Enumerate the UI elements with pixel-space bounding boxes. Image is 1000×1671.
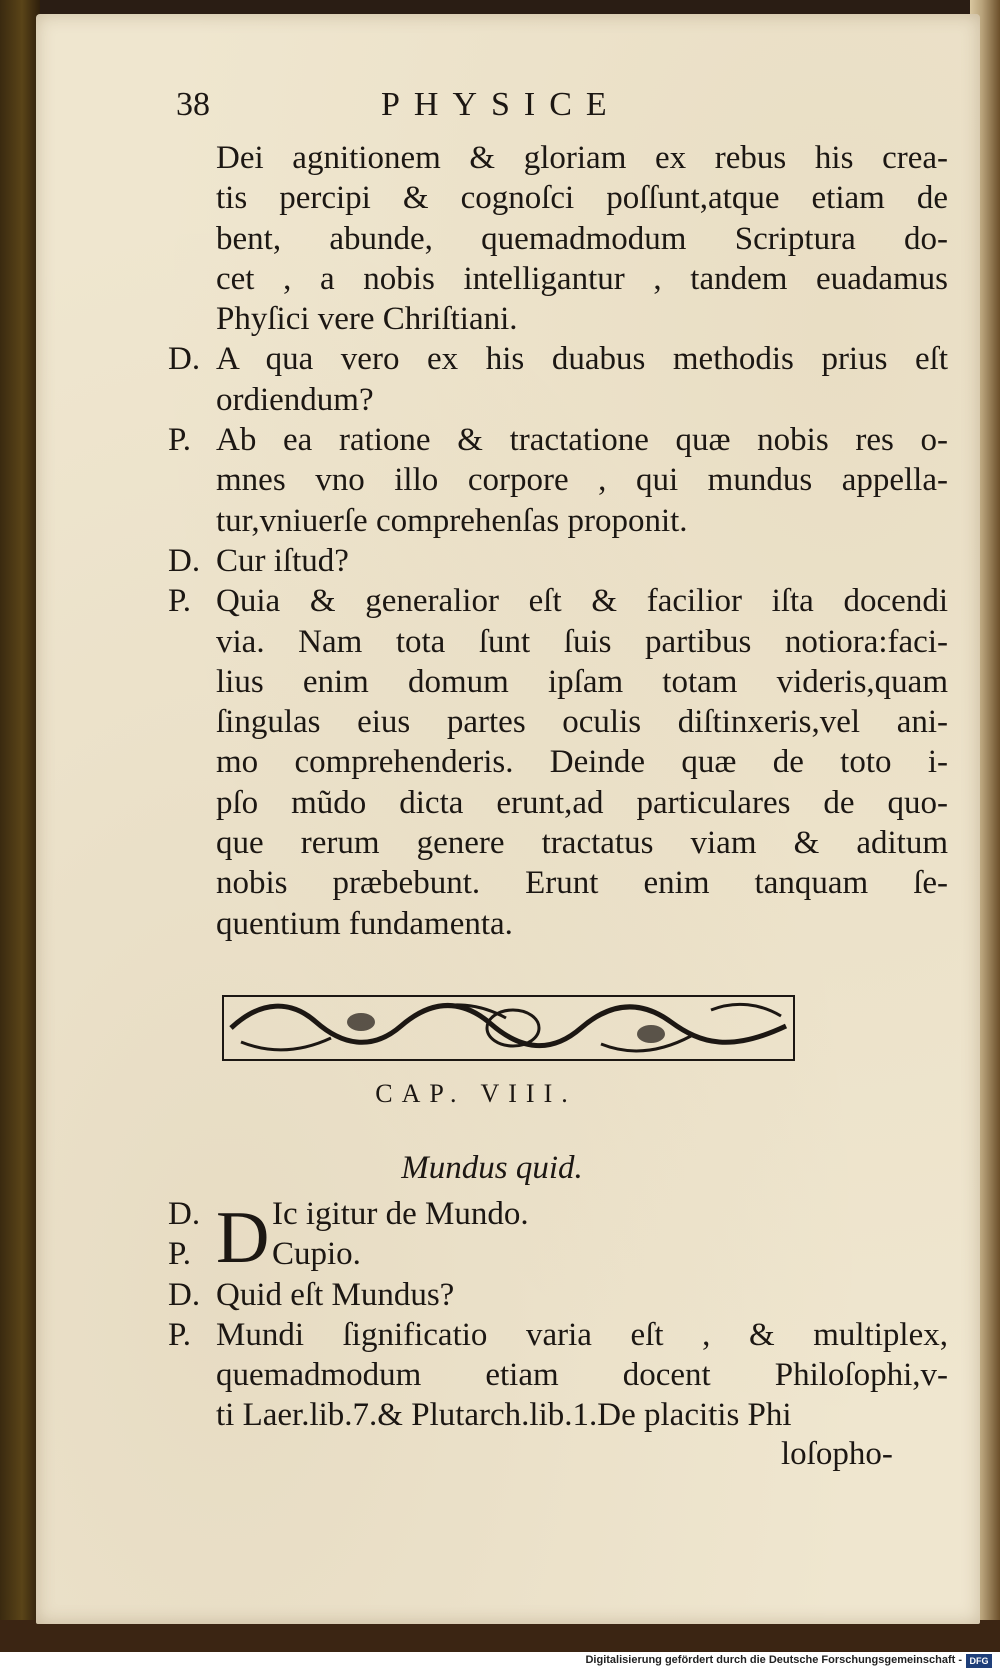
ornamental-headpiece [221,992,796,1064]
catchword: loſopho- [781,1436,893,1472]
text-passage-1 [168,138,948,944]
speaker-label: P. [168,1316,191,1353]
text-line: lius enim domum ipſam totam videris,quam [216,663,948,700]
drop-cap-letter: D [216,1197,270,1279]
dialog-paragraph [168,1275,948,1315]
dialog-paragraph [168,420,948,541]
book-cover-bottom [0,1620,1000,1652]
text-line: ſingulas eius partes oculis diſtinxeris,vel ani- [216,704,948,741]
speaker-label: P. [168,583,191,620]
text-line: pſo mũdo dicta erunt,ad particulares de quo- [216,784,948,821]
text-line: Quid eſt Mundus? [216,1276,455,1313]
text-passage-2 [168,1194,948,1436]
dialog-paragraph [168,581,948,944]
book-page [36,14,980,1624]
dfg-logo: DFG [966,1654,992,1668]
dialog-line [168,1234,948,1274]
text-line: Dei agnitionem & gloriam ex rebus his crea- [216,140,948,176]
dropcap-dialog [168,1194,948,1279]
section-title: Mundus quid. [401,1150,583,1186]
text-line: quentium fundamenta. [216,905,513,942]
dialog-paragraph [168,541,948,581]
dialog-paragraph [168,138,948,339]
text-line: ordiendum? [216,381,374,418]
text-line: mnes vno illo corpore , qui mundus appella- [216,462,948,499]
text-line: cet , a nobis intelligantur , tandem euadamus [216,260,948,297]
text-line: Cur iſtud? [216,542,349,579]
text-line: tis percipi & cognoſci poſſunt,atque etiam de [216,180,948,217]
page-header [36,86,980,136]
chapter-heading: CAP. VIII. [375,1079,577,1108]
dialog-text: Ic igitur de Mundo. [272,1196,529,1232]
text-line: que rerum genere tractatus viam & aditum [216,825,948,862]
text-line: ti Laer.lib.7.& Plutarch.lib.1.De placitis Phi [216,1397,792,1434]
text-line: bent, abunde, quemadmodum Scriptura do- [216,220,948,257]
speaker-label: D. [168,341,201,378]
speaker-label: D. [168,542,201,579]
funding-notice: Digitalisierung gefördert durch die Deutsche Forschungsgemeinschaft - [585,1654,962,1666]
book-cover-left [0,0,40,1671]
text-line: Phyſici vere Chriſtiani. [216,301,518,338]
text-line: nobis præbebunt. Erunt enim tanquam ſe- [216,865,948,902]
text-line: A qua vero ex his duabus methodis prius eſt [216,341,948,378]
dialog-continuation [168,1275,948,1436]
dialog-paragraph [168,339,948,420]
text-line: Quia & generalior eſt & facilior iſta docendi [216,583,948,620]
speaker-label: P. [168,1236,191,1273]
dialog-paragraph [168,1315,948,1436]
speaker-label: D. [168,1276,201,1313]
text-line: mo comprehenderis. Deinde quæ de toto i- [216,744,948,781]
text-line: Mundi ſignificatio varia eſt , & multiplex, [216,1316,948,1353]
text-line: via. Nam tota ſunt ſuis partibus notiora:faci- [216,623,948,660]
dialog-line [168,1194,948,1234]
text-line: Ab ea ratione & tractatione quæ nobis res o- [216,422,948,459]
speaker-label: D. [168,1196,201,1232]
dialog-text: Cupio. [272,1236,361,1273]
running-title: PHYSICE [381,86,621,123]
page-number: 38 [176,86,210,123]
text-line: tur,vniuerſe comprehenſas proponit. [216,502,688,539]
speaker-label: P. [168,422,191,459]
text-line: quemadmodum etiam docent Philoſophi,v- [216,1357,948,1394]
